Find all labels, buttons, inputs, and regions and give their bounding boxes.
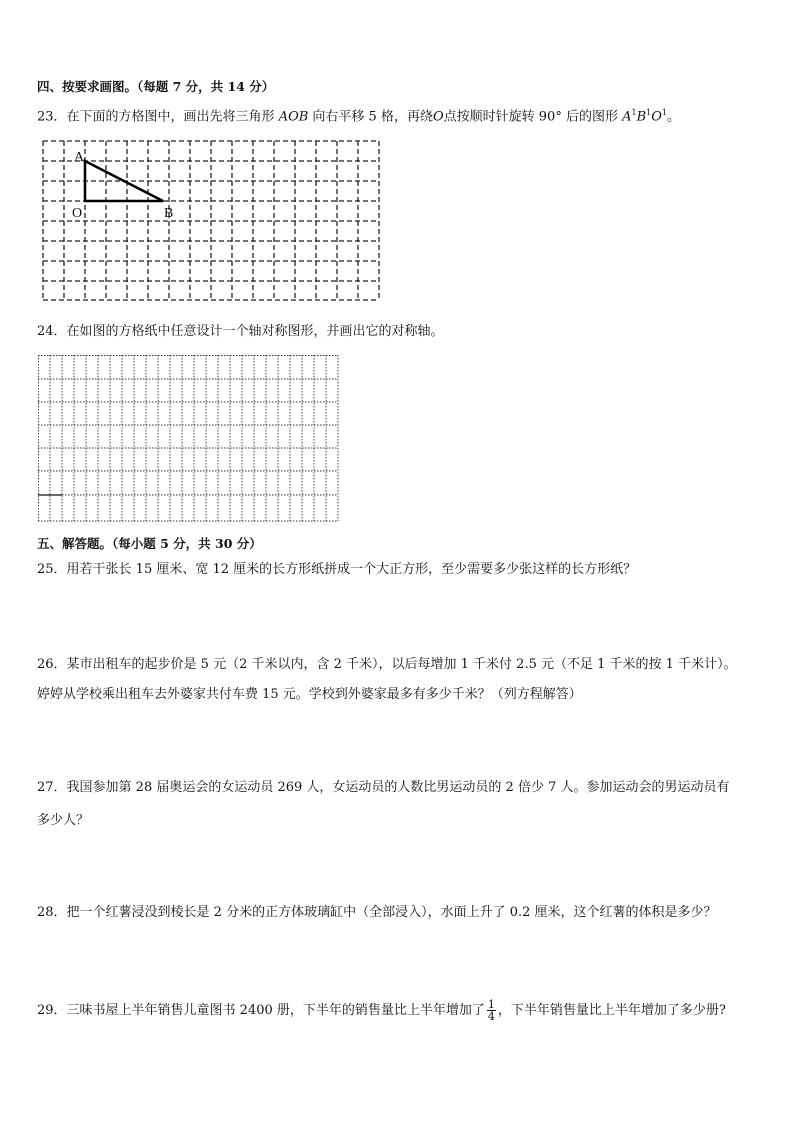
q29-prefix: 29．三味书屋上半年销售儿童图书 2400 册，下半年的销售量比上半年增加了 <box>37 1003 485 1018</box>
q23-triangle-var: AOB <box>278 109 309 125</box>
q23-mid2: 点按顺时针旋转 90° 后的图形 <box>443 109 623 125</box>
q23-mid1: 向右平移 5 格，再绕 <box>308 109 433 125</box>
section-5-heading: 五、解答题。（每小题 5 分，共 30 分） <box>37 536 262 551</box>
section-4-heading: 四、按要求画图。（每题 7 分，共 14 分） <box>37 79 275 94</box>
question-28: 28．把一个红薯浸没到棱长是 2 分米的正方体玻璃缸中（全部浸入），水面上升了 0.2 厘米，这个红薯的体积是多少？ <box>37 905 717 920</box>
q23-grid-figure[interactable] <box>43 141 380 301</box>
q29-fraction-numerator: 1 <box>487 998 495 1011</box>
q29-fraction-denominator: 4 <box>487 1010 495 1023</box>
q23-prefix: 23．在下面的方格图中，画出先将三角形 <box>37 109 279 125</box>
label-point-b: B <box>164 206 174 221</box>
question-27-line-2: 多少人？ <box>37 813 90 828</box>
q23-o1-sup: 1 <box>661 108 667 117</box>
label-point-a: A <box>74 150 85 165</box>
question-26-line-2: 婷婷从学校乘出租车去外婆家共付车费 15 元。学校到外婆家最多有多少千米？（列方程解答） <box>37 687 582 702</box>
question-27-line-1: 27．我国参加第 28 届奥运会的女运动员 269 人，女运动员的人数比男运动员的 2 倍少 7 人。参加运动会的男运动员有 <box>37 780 730 795</box>
label-point-o: O <box>72 206 83 221</box>
question-29 <box>37 996 726 1026</box>
q24-grid-paper[interactable] <box>38 355 339 522</box>
question-25: 25．用若干张长 15 厘米、宽 12 厘米的长方形纸拼成一个大正方形，至少需要多少张这样的长方形纸？ <box>37 562 637 577</box>
q23-b1-sup: 1 <box>646 108 652 117</box>
q23-b1: B <box>636 109 647 125</box>
q23-a1: A <box>622 109 632 125</box>
q23-suffix: 。 <box>667 109 681 125</box>
q23-point-var: O <box>432 109 444 125</box>
question-26-line-1: 26．某市出租车的起步价是 5 元（2 千米以内，含 2 千米），以后每增加 1 千米付 2.5 元（不足 1 千米的按 1 千米计）。 <box>37 657 737 672</box>
q29-suffix: ，下半年销售量比上半年增加了多少册? <box>497 1003 726 1018</box>
question-23 <box>37 104 680 126</box>
q29-fraction <box>487 999 496 1022</box>
question-24: 24．在如图的方格纸中任意设计一个轴对称图形，并画出它的对称轴。 <box>37 324 444 339</box>
q23-a1-sup: 1 <box>631 108 637 117</box>
q23-o1: O <box>651 109 662 125</box>
